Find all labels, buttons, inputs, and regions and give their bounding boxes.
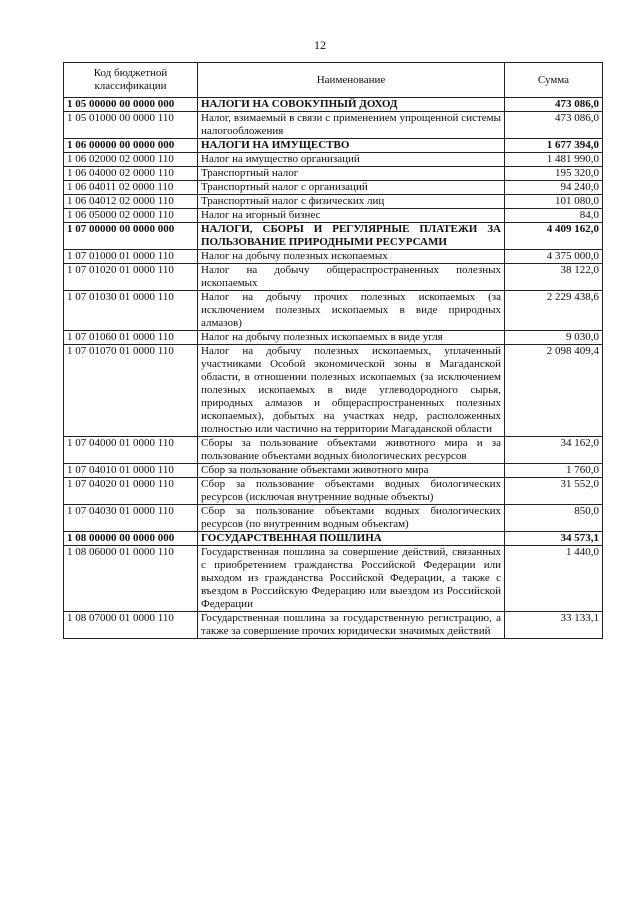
name-cell: Транспортный налог bbox=[198, 167, 505, 181]
header-name: Наименование bbox=[198, 63, 505, 98]
code-cell: 1 07 04000 01 0000 110 bbox=[64, 437, 198, 464]
code-cell: 1 08 07000 01 0000 110 bbox=[64, 612, 198, 639]
code-cell: 1 06 00000 00 0000 000 bbox=[64, 139, 198, 153]
code-cell: 1 06 04000 02 0000 110 bbox=[64, 167, 198, 181]
sum-cell: 473 086,0 bbox=[505, 112, 603, 139]
table-row bbox=[64, 250, 603, 264]
name-cell: Налог на игорный бизнес bbox=[198, 209, 505, 223]
sum-cell: 2 098 409,4 bbox=[505, 345, 603, 437]
table-row bbox=[64, 437, 603, 464]
name-cell: Сбор за пользование объектами водных биологических ресурсов (исключая внутренние водные объекты) bbox=[198, 478, 505, 505]
name-cell: НАЛОГИ НА СОВОКУПНЫЙ ДОХОД bbox=[198, 98, 505, 112]
name-cell: Налог на добычу прочих полезных ископаемых (за исключением полезных ископаемых в виде природных алмазов) bbox=[198, 291, 505, 331]
name-cell: Сбор за пользование объектами водных биологических ресурсов (по внутренним водным объектам) bbox=[198, 505, 505, 532]
table-row bbox=[64, 223, 603, 250]
table-row bbox=[64, 532, 603, 546]
table-row bbox=[64, 612, 603, 639]
name-cell: НАЛОГИ, СБОРЫ И РЕГУЛЯРНЫЕ ПЛАТЕЖИ ЗА ПОЛЬЗОВАНИЕ ПРИРОДНЫМИ РЕСУРСАМИ bbox=[198, 223, 505, 250]
sum-cell: 84,0 bbox=[505, 209, 603, 223]
name-cell: Государственная пошлина за совершение действий, связанных с приобретением гражданства Российской Федерации или выходом из гражданства Российской Федерации, а также с въездом в Российскую Федерацию или выездом из Российской Федерации bbox=[198, 546, 505, 612]
code-cell: 1 07 01060 01 0000 110 bbox=[64, 331, 198, 345]
sum-cell: 4 375 000,0 bbox=[505, 250, 603, 264]
sum-cell: 195 320,0 bbox=[505, 167, 603, 181]
name-cell: Налог на добычу полезных ископаемых в виде угля bbox=[198, 331, 505, 345]
table-row bbox=[64, 98, 603, 112]
sum-cell: 1 760,0 bbox=[505, 464, 603, 478]
sum-cell: 38 122,0 bbox=[505, 264, 603, 291]
table-row bbox=[64, 546, 603, 612]
code-cell: 1 07 01070 01 0000 110 bbox=[64, 345, 198, 437]
name-cell: ГОСУДАРСТВЕННАЯ ПОШЛИНА bbox=[198, 532, 505, 546]
code-cell: 1 07 01030 01 0000 110 bbox=[64, 291, 198, 331]
sum-cell: 2 229 438,6 bbox=[505, 291, 603, 331]
sum-cell: 31 552,0 bbox=[505, 478, 603, 505]
sum-cell: 94 240,0 bbox=[505, 181, 603, 195]
name-cell: Государственная пошлина за государственную регистрацию, а также за совершение прочих юридически значимых действий bbox=[198, 612, 505, 639]
table-row bbox=[64, 331, 603, 345]
name-cell: НАЛОГИ НА ИМУЩЕСТВО bbox=[198, 139, 505, 153]
name-cell: Налог на добычу полезных ископаемых bbox=[198, 250, 505, 264]
code-cell: 1 07 04020 01 0000 110 bbox=[64, 478, 198, 505]
table-row bbox=[64, 464, 603, 478]
table-row bbox=[64, 478, 603, 505]
code-cell: 1 07 04010 01 0000 110 bbox=[64, 464, 198, 478]
sum-cell: 101 080,0 bbox=[505, 195, 603, 209]
sum-cell: 4 409 162,0 bbox=[505, 223, 603, 250]
page-number: 12 bbox=[314, 38, 326, 52]
code-cell: 1 05 01000 00 0000 110 bbox=[64, 112, 198, 139]
code-cell: 1 07 00000 00 0000 000 bbox=[64, 223, 198, 250]
name-cell: Налог на имущество организаций bbox=[198, 153, 505, 167]
table-row bbox=[64, 112, 603, 139]
table-row bbox=[64, 139, 603, 153]
table-row bbox=[64, 209, 603, 223]
table-row bbox=[64, 505, 603, 532]
sum-cell: 473 086,0 bbox=[505, 98, 603, 112]
sum-cell: 9 030,0 bbox=[505, 331, 603, 345]
table-row bbox=[64, 167, 603, 181]
name-cell: Транспортный налог с физических лиц bbox=[198, 195, 505, 209]
name-cell: Сбор за пользование объектами животного мира bbox=[198, 464, 505, 478]
code-cell: 1 06 04012 02 0000 110 bbox=[64, 195, 198, 209]
header-sum: Сумма bbox=[505, 63, 603, 98]
code-cell: 1 07 04030 01 0000 110 bbox=[64, 505, 198, 532]
name-cell: Налог, взимаемый в связи с применением упрощенной системы налогообложения bbox=[198, 112, 505, 139]
sum-cell: 850,0 bbox=[505, 505, 603, 532]
table-row bbox=[64, 291, 603, 331]
budget-table bbox=[63, 62, 603, 639]
code-cell: 1 06 04011 02 0000 110 bbox=[64, 181, 198, 195]
table-row bbox=[64, 264, 603, 291]
code-cell: 1 06 05000 02 0000 110 bbox=[64, 209, 198, 223]
code-cell: 1 05 00000 00 0000 000 bbox=[64, 98, 198, 112]
code-cell: 1 07 01020 01 0000 110 bbox=[64, 264, 198, 291]
code-cell: 1 08 00000 00 0000 000 bbox=[64, 532, 198, 546]
sum-cell: 33 133,1 bbox=[505, 612, 603, 639]
table-row bbox=[64, 195, 603, 209]
table-header-row bbox=[64, 63, 603, 98]
sum-cell: 1 677 394,0 bbox=[505, 139, 603, 153]
table-row bbox=[64, 153, 603, 167]
sum-cell: 1 440,0 bbox=[505, 546, 603, 612]
sum-cell: 34 162,0 bbox=[505, 437, 603, 464]
code-cell: 1 07 01000 01 0000 110 bbox=[64, 250, 198, 264]
sum-cell: 34 573,1 bbox=[505, 532, 603, 546]
name-cell: Налог на добычу полезных ископаемых, уплаченный участниками Особой экономической зоны в Магаданской области, в отношении полезных ископаемых (за исключением полезных ископаемых в виде углеводородного сырья, природных алмазов и общераспространенных полезных ископаемых), добытых на участках недр, расположенных полностью или частично на территории Магаданской области bbox=[198, 345, 505, 437]
header-code: Код бюджетной классификации bbox=[64, 63, 198, 98]
name-cell: Сборы за пользование объектами животного мира и за пользование объектами водных биологических ресурсов bbox=[198, 437, 505, 464]
sum-cell: 1 481 990,0 bbox=[505, 153, 603, 167]
code-cell: 1 06 02000 02 0000 110 bbox=[64, 153, 198, 167]
code-cell: 1 08 06000 01 0000 110 bbox=[64, 546, 198, 612]
name-cell: Налог на добычу общераспространенных полезных ископаемых bbox=[198, 264, 505, 291]
table-row bbox=[64, 181, 603, 195]
table-row bbox=[64, 345, 603, 437]
name-cell: Транспортный налог с организаций bbox=[198, 181, 505, 195]
